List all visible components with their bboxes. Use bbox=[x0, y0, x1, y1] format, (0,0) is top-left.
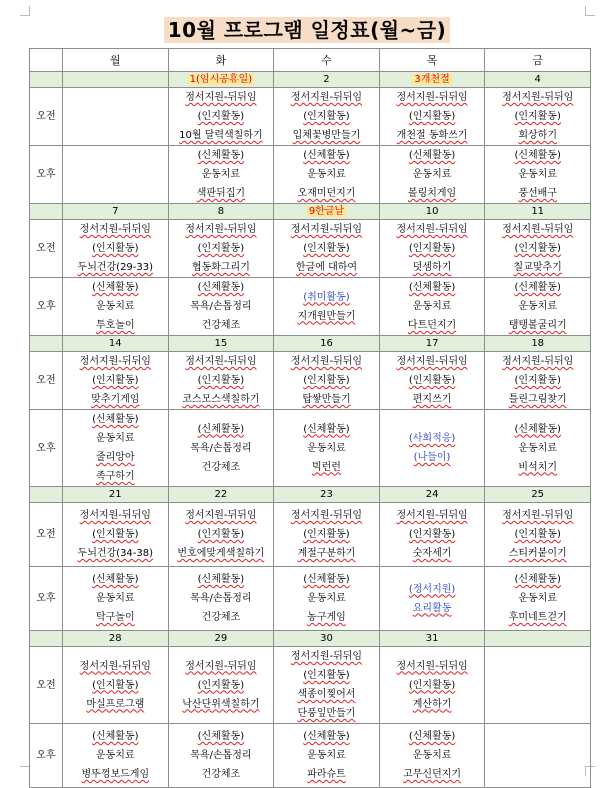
activity-line: 줄리앙아 bbox=[95, 452, 135, 463]
activity-line: (신체활동) bbox=[408, 731, 456, 742]
activity-cell bbox=[63, 146, 169, 204]
activity-cell bbox=[379, 146, 485, 204]
afternoon-row bbox=[30, 278, 591, 336]
date-cell bbox=[485, 336, 591, 352]
activity-line: (인지활동) bbox=[303, 111, 350, 122]
date-row-label bbox=[30, 631, 63, 647]
activity-line: (신체활동) bbox=[303, 574, 350, 585]
afternoon-label: 오후 bbox=[30, 146, 63, 204]
date-label: 15 bbox=[214, 337, 228, 349]
date-label: 17 bbox=[425, 337, 439, 349]
activity-line: (인지활동) bbox=[514, 375, 561, 386]
activity-cell bbox=[63, 410, 169, 487]
date-row bbox=[30, 631, 591, 647]
activity-cell bbox=[168, 146, 274, 204]
day-header: 목 bbox=[379, 49, 485, 72]
activity-line: (인지활동) bbox=[408, 679, 456, 691]
date-label: 14 bbox=[108, 337, 122, 349]
activity-line: (인지활동) bbox=[303, 529, 350, 540]
activity-cell bbox=[63, 724, 169, 788]
activity-line: (인지활동) bbox=[303, 243, 350, 254]
date-label: 21 bbox=[108, 488, 122, 500]
date-cell bbox=[274, 204, 380, 220]
activity-cell bbox=[274, 724, 380, 788]
activity-line: 풍선배구 bbox=[518, 188, 557, 199]
activity-line: (신체활동) bbox=[92, 731, 139, 742]
date-cell bbox=[274, 336, 380, 352]
activity-cell bbox=[485, 567, 591, 631]
activity-line: 후미네트걷기 bbox=[508, 612, 567, 623]
activity-line: (인지활동) bbox=[197, 111, 245, 122]
activity-line: 운동치료 bbox=[307, 442, 346, 454]
activity-line: 족구하기 bbox=[95, 471, 135, 482]
activity-line: 정서지원-뒤뒤임 bbox=[502, 510, 574, 521]
activity-cell bbox=[63, 278, 169, 336]
activity-line: (신체활동) bbox=[197, 574, 245, 585]
activity-line: (인지활동) bbox=[514, 243, 561, 254]
activity-line: (인지활동) bbox=[197, 375, 245, 386]
activity-line: (신체활동) bbox=[197, 423, 245, 435]
activity-line: (정서지원) bbox=[408, 583, 456, 595]
date-cell bbox=[63, 487, 169, 503]
activity-line: (신체활동) bbox=[303, 731, 350, 742]
activity-line: (신체활동) bbox=[197, 282, 245, 293]
activity-line: 협동화그리기 bbox=[191, 262, 250, 273]
activity-line: 정서지원-뒤뒤임 bbox=[290, 356, 363, 367]
activity-line: 한글에 대하여 bbox=[295, 262, 358, 273]
activity-cell bbox=[379, 410, 485, 487]
activity-line: 정서지원-뒤뒤임 bbox=[396, 224, 468, 235]
activity-cell bbox=[274, 146, 380, 204]
date-row bbox=[30, 487, 591, 503]
afternoon-row bbox=[30, 724, 591, 788]
activity-line: (신체활동) bbox=[303, 150, 350, 161]
activity-line: (인지활동) bbox=[408, 375, 456, 386]
activity-line: 정서지원-뒤뒤임 bbox=[396, 92, 468, 103]
date-cell bbox=[274, 487, 380, 503]
activity-line: 운동치료 bbox=[95, 593, 135, 604]
activity-line: 정서지원-뒤뒤임 bbox=[396, 660, 468, 672]
date-row bbox=[30, 204, 591, 220]
morning-label: 오전 bbox=[30, 352, 63, 410]
activity-line: 운동치료 bbox=[307, 593, 346, 604]
activity-line: (인지활동) bbox=[514, 529, 561, 540]
activity-cell bbox=[168, 278, 274, 336]
afternoon-label: 오후 bbox=[30, 724, 63, 788]
activity-line: 운동치료 bbox=[307, 169, 346, 180]
activity-cell bbox=[485, 647, 591, 724]
date-label: 23 bbox=[320, 488, 333, 500]
activity-line: 두뇌건강(29-33) bbox=[77, 262, 154, 273]
activity-line: 정서지원-뒤뒤임 bbox=[502, 92, 574, 103]
activity-line: 탁구놀이 bbox=[95, 612, 135, 623]
date-cell bbox=[63, 72, 169, 88]
activity-line: 요리활동 bbox=[412, 602, 452, 614]
activity-line: 회상하기 bbox=[518, 130, 557, 141]
activity-cell bbox=[379, 503, 485, 567]
day-header: 화 bbox=[168, 49, 274, 72]
activity-line: 정서지원-뒤뒤임 bbox=[79, 224, 151, 235]
activity-cell bbox=[63, 647, 169, 724]
date-cell bbox=[168, 72, 274, 88]
date-cell bbox=[63, 204, 169, 220]
date-row-label bbox=[30, 336, 63, 352]
date-label: 28 bbox=[108, 632, 122, 644]
date-cell bbox=[379, 72, 485, 88]
date-cell bbox=[63, 631, 169, 647]
activity-cell bbox=[63, 567, 169, 631]
activity-line: 운동치료 bbox=[412, 301, 452, 312]
activity-cell bbox=[274, 410, 380, 487]
activity-line: 목욕/손톱정리 bbox=[190, 301, 252, 312]
afternoon-row bbox=[30, 410, 591, 487]
activity-line: 운동치료 bbox=[518, 593, 557, 604]
activity-line: 운동치료 bbox=[307, 750, 346, 761]
morning-row bbox=[30, 88, 591, 146]
date-cell bbox=[63, 336, 169, 352]
activity-line: 정서지원-뒤뒤임 bbox=[396, 510, 468, 521]
activity-cell bbox=[379, 647, 485, 724]
activity-cell bbox=[63, 352, 169, 410]
activity-line: (신체활동) bbox=[92, 282, 139, 293]
afternoon-label: 오후 bbox=[30, 278, 63, 336]
date-label: 30 bbox=[320, 632, 333, 644]
activity-line: 숫자세기 bbox=[412, 548, 452, 559]
morning-label: 오전 bbox=[30, 88, 63, 146]
activity-line: 정서지원-뒤뒤임 bbox=[502, 356, 574, 367]
activity-cell bbox=[168, 647, 274, 724]
activity-cell bbox=[168, 724, 274, 788]
date-row bbox=[30, 72, 591, 88]
activity-line: (신체활동) bbox=[408, 150, 456, 161]
schedule-table bbox=[29, 48, 591, 788]
activity-line: 스티커붙이기 bbox=[508, 548, 567, 559]
activity-cell bbox=[379, 724, 485, 788]
date-cell bbox=[274, 72, 380, 88]
activity-line: 번호에맞게색칠하기 bbox=[177, 548, 265, 559]
activity-line: 건강체조 bbox=[201, 769, 241, 780]
activity-cell bbox=[63, 220, 169, 278]
activity-line: 파라슈트 bbox=[307, 769, 346, 780]
activity-line: 목욕/손톱정리 bbox=[190, 750, 252, 761]
activity-line: (신체활동) bbox=[92, 574, 139, 585]
activity-line: (인지활동) bbox=[408, 529, 456, 540]
activity-line: 덧셈하기 bbox=[412, 262, 452, 273]
activity-line: 운동치료 bbox=[95, 301, 135, 312]
afternoon-row bbox=[30, 567, 591, 631]
activity-cell bbox=[379, 352, 485, 410]
date-cell bbox=[168, 631, 274, 647]
activity-line: (신체활동) bbox=[92, 414, 139, 425]
activity-line: (인지활동) bbox=[197, 529, 245, 540]
activity-line: 탑쌓만들기 bbox=[302, 394, 351, 405]
activity-line: 운동치료 bbox=[412, 169, 452, 180]
activity-line: 색종이찢어서 bbox=[297, 689, 356, 700]
date-cell bbox=[485, 72, 591, 88]
activity-line: 투호놀이 bbox=[95, 320, 135, 331]
activity-cell bbox=[485, 724, 591, 788]
activity-line: (인지활동) bbox=[303, 670, 350, 681]
activity-line: 비석치기 bbox=[518, 461, 557, 473]
activity-line: 정서지원-뒤뒤임 bbox=[185, 510, 257, 521]
morning-row bbox=[30, 647, 591, 724]
date-row-label bbox=[30, 204, 63, 220]
activity-line: 개천절 동화쓰기 bbox=[396, 130, 468, 141]
activity-line: (신체활동) bbox=[514, 150, 561, 161]
morning-row bbox=[30, 503, 591, 567]
activity-line: 맞추기게임 bbox=[91, 394, 140, 405]
activity-cell bbox=[485, 278, 591, 336]
date-label: 18 bbox=[531, 337, 545, 349]
activity-cell bbox=[485, 503, 591, 567]
activity-line: 농구게임 bbox=[307, 612, 346, 623]
activity-line: 정서지원-뒤뒤임 bbox=[185, 92, 257, 103]
activity-line: 운동치료 bbox=[95, 750, 135, 761]
morning-row bbox=[30, 352, 591, 410]
date-cell bbox=[379, 631, 485, 647]
date-cell bbox=[168, 204, 274, 220]
date-label: 11 bbox=[531, 205, 545, 217]
activity-line: 목욕/손톱정리 bbox=[190, 593, 252, 604]
activity-cell bbox=[274, 352, 380, 410]
date-cell bbox=[379, 336, 485, 352]
activity-line: 운동치료 bbox=[518, 442, 557, 454]
activity-cell bbox=[63, 503, 169, 567]
afternoon-label: 오후 bbox=[30, 567, 63, 631]
activity-cell bbox=[168, 352, 274, 410]
activity-line: 계절구분하기 bbox=[297, 548, 356, 559]
activity-line: 다트던지기 bbox=[407, 320, 457, 331]
date-label: 25 bbox=[531, 488, 545, 500]
activity-cell bbox=[485, 410, 591, 487]
activity-line: 정서지원-뒤뒤임 bbox=[396, 356, 468, 367]
activity-cell bbox=[485, 220, 591, 278]
activity-line: 탱탱볼굴리기 bbox=[508, 320, 567, 331]
activity-cell bbox=[274, 647, 380, 724]
activity-cell bbox=[379, 567, 485, 631]
activity-cell bbox=[379, 220, 485, 278]
activity-line: 운동치료 bbox=[95, 433, 135, 444]
activity-line: (인지활동) bbox=[92, 529, 139, 540]
activity-cell bbox=[168, 88, 274, 146]
date-cell bbox=[379, 204, 485, 220]
activity-line: 정서지원-뒤뒤임 bbox=[290, 224, 363, 235]
activity-line: 계산하기 bbox=[412, 698, 452, 710]
activity-line: (신체활동) bbox=[514, 282, 561, 293]
morning-label: 오전 bbox=[30, 647, 63, 724]
activity-line: (신체활동) bbox=[197, 150, 245, 161]
schedule-body bbox=[30, 72, 591, 788]
activity-line: 운동치료 bbox=[518, 301, 557, 312]
activity-line: (인지활동) bbox=[303, 375, 350, 386]
date-label: 4 bbox=[534, 73, 541, 85]
activity-line: (인지활동) bbox=[197, 679, 245, 691]
date-label: 10 bbox=[425, 205, 439, 217]
day-header: 금 bbox=[485, 49, 591, 72]
activity-line: 운동치료 bbox=[412, 750, 452, 761]
activity-cell bbox=[485, 352, 591, 410]
date-label: 8 bbox=[217, 205, 225, 217]
date-cell bbox=[485, 487, 591, 503]
activity-line: 10월 달력색칠하기 bbox=[179, 130, 263, 141]
activity-line: 고무신던지기 bbox=[403, 769, 462, 780]
date-label: 29 bbox=[214, 632, 228, 644]
activity-cell bbox=[274, 278, 380, 336]
activity-line: 정서지원-뒤뒤임 bbox=[290, 92, 363, 103]
activity-line: 운동치료 bbox=[201, 169, 241, 180]
date-row-label bbox=[30, 72, 63, 88]
activity-line: 볼링치게임 bbox=[407, 188, 457, 199]
activity-line: 단풍잎만들기 bbox=[297, 708, 356, 719]
activity-line: (신체활동) bbox=[514, 574, 561, 585]
morning-row bbox=[30, 220, 591, 278]
activity-line: (신체활동) bbox=[303, 423, 350, 435]
activity-line: 정서지원-뒤뒤임 bbox=[502, 224, 574, 235]
activity-line: (인지활동) bbox=[92, 375, 139, 386]
activity-line: 건강체조 bbox=[201, 320, 241, 331]
activity-line: 정서지원-뒤뒤임 bbox=[290, 651, 363, 662]
activity-cell bbox=[168, 567, 274, 631]
activity-line: 편지쓰기 bbox=[412, 394, 452, 405]
activity-line: (나들이) bbox=[413, 452, 451, 463]
activity-line: 색판뒤집기 bbox=[196, 188, 246, 199]
activity-line: 칠교맞추기 bbox=[513, 262, 562, 273]
activity-cell bbox=[274, 567, 380, 631]
activity-line: 틀린그림찾기 bbox=[508, 394, 567, 405]
activity-line: (인지활동) bbox=[197, 243, 245, 254]
date-label: 1(임시공휴일) bbox=[189, 73, 253, 85]
activity-cell bbox=[168, 503, 274, 567]
day-header: 수 bbox=[274, 49, 380, 72]
activity-line: 정서지원-뒤뒤임 bbox=[290, 510, 363, 521]
morning-label: 오전 bbox=[30, 503, 63, 567]
date-label: 22 bbox=[214, 488, 228, 500]
date-label: 3개천절 bbox=[414, 73, 450, 85]
activity-line: 오재미던지기 bbox=[297, 188, 356, 199]
date-cell bbox=[168, 487, 274, 503]
activity-line: 정서지원-뒤뒤임 bbox=[185, 660, 257, 672]
activity-line: 지개원만들기 bbox=[297, 310, 356, 322]
afternoon-row bbox=[30, 146, 591, 204]
morning-label: 오전 bbox=[30, 220, 63, 278]
activity-cell bbox=[379, 88, 485, 146]
activity-line: 정서지원-뒤뒤임 bbox=[79, 356, 151, 367]
activity-line: 마실프로그램 bbox=[86, 698, 145, 710]
activity-line: (취미활동) bbox=[303, 291, 350, 303]
activity-line: 목욕/손톱정리 bbox=[190, 442, 252, 454]
activity-cell bbox=[63, 88, 169, 146]
date-cell bbox=[168, 336, 274, 352]
activity-line: 정서지원-뒤뒤임 bbox=[185, 356, 257, 367]
date-label: 7 bbox=[112, 205, 119, 217]
activity-line: 정서지원-뒤뒤임 bbox=[185, 224, 257, 235]
document-title-wrapper bbox=[0, 14, 614, 43]
activity-cell bbox=[168, 410, 274, 487]
activity-line: 건강체조 bbox=[201, 612, 241, 623]
activity-line: (인지활동) bbox=[514, 111, 561, 122]
activity-line: 빅런런 bbox=[311, 461, 341, 473]
activity-cell bbox=[274, 88, 380, 146]
activity-line: 입체꽃병만들기 bbox=[292, 130, 361, 141]
date-row-label bbox=[30, 487, 63, 503]
afternoon-label: 오후 bbox=[30, 410, 63, 487]
activity-line: (신체활동) bbox=[408, 282, 456, 293]
activity-line: (인지활동) bbox=[408, 111, 456, 122]
activity-line: (사회적응) bbox=[408, 433, 456, 444]
activity-line: 병뚜껑보드게임 bbox=[81, 769, 150, 780]
date-cell bbox=[485, 631, 591, 647]
activity-line: 두뇌건강(34-38) bbox=[77, 548, 154, 559]
date-label: 9한글날 bbox=[308, 205, 345, 217]
activity-line: 낙산단위색칠하기 bbox=[182, 698, 260, 710]
day-header: 월 bbox=[63, 49, 169, 72]
activity-line: (신체활동) bbox=[197, 731, 245, 742]
activity-cell bbox=[168, 220, 274, 278]
activity-line: 정서지원-뒤뒤임 bbox=[79, 510, 151, 521]
document-title: 10월 프로그램 일정표(월~금) bbox=[164, 17, 451, 43]
date-label: 24 bbox=[425, 488, 439, 500]
activity-line: 건강체조 bbox=[201, 461, 241, 473]
activity-line: (인지활동) bbox=[92, 243, 139, 254]
date-label: 31 bbox=[425, 632, 439, 644]
activity-cell bbox=[379, 278, 485, 336]
date-cell bbox=[379, 487, 485, 503]
activity-cell bbox=[485, 146, 591, 204]
activity-cell bbox=[274, 503, 380, 567]
corner-cell bbox=[30, 49, 63, 72]
activity-line: 운동치료 bbox=[518, 169, 557, 180]
date-cell bbox=[485, 204, 591, 220]
date-row bbox=[30, 336, 591, 352]
date-label: 16 bbox=[320, 337, 333, 349]
activity-line: 코스모스색칠하기 bbox=[182, 394, 260, 405]
day-header-row bbox=[30, 49, 591, 72]
activity-line: (신체활동) bbox=[514, 423, 561, 435]
activity-line: (인지활동) bbox=[408, 243, 456, 254]
date-cell bbox=[274, 631, 380, 647]
activity-line: 정서지원-뒤뒤임 bbox=[79, 660, 151, 672]
activity-cell bbox=[274, 220, 380, 278]
activity-line: (인지활동) bbox=[92, 679, 139, 691]
activity-cell bbox=[485, 88, 591, 146]
date-label: 2 bbox=[323, 73, 330, 85]
